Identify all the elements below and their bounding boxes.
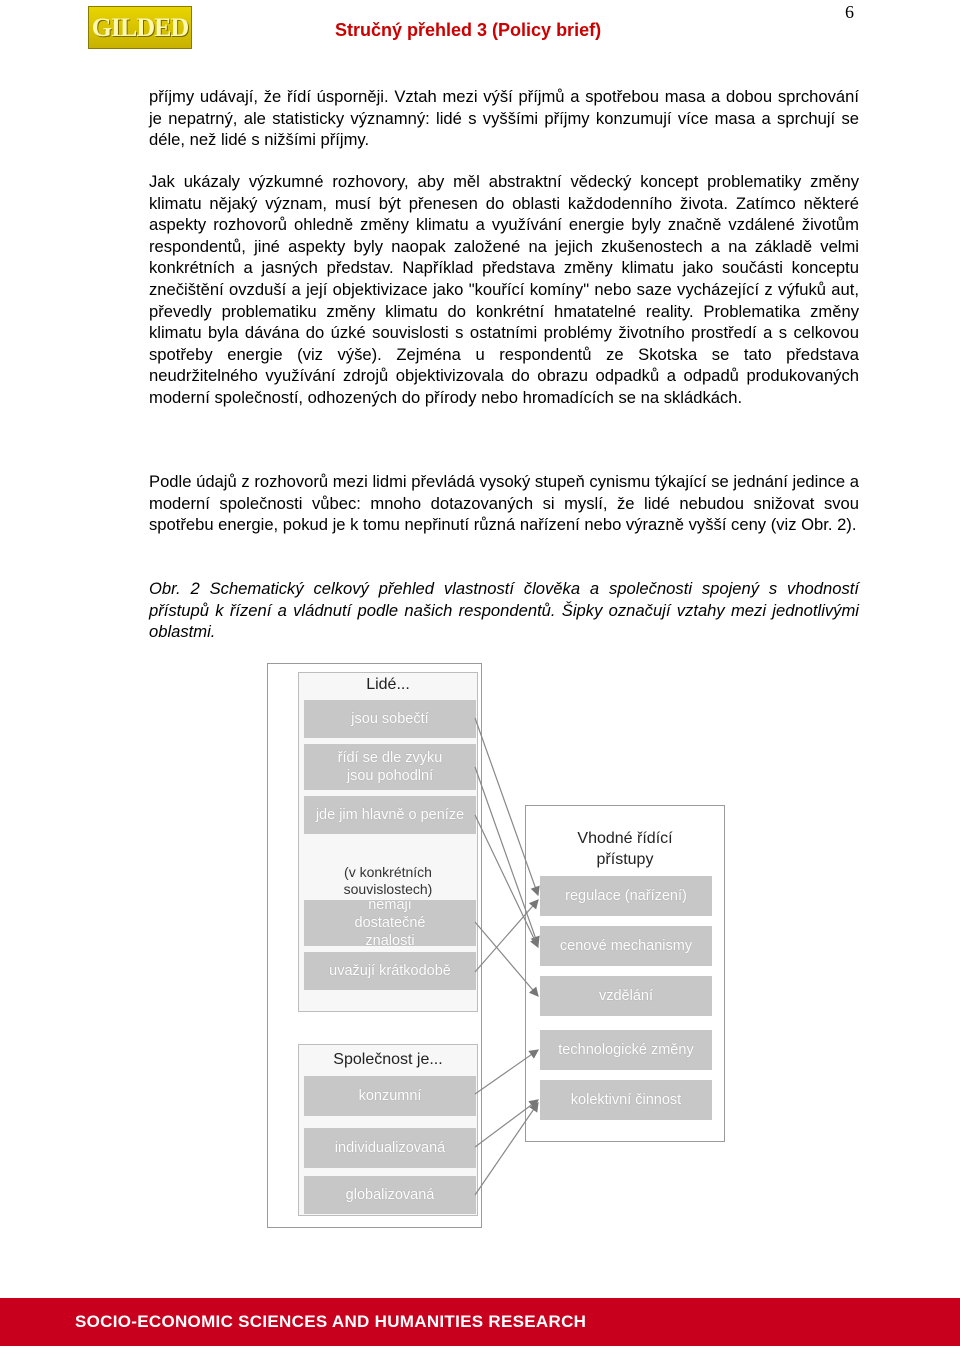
people-item-shortterm: uvažují krátkodobě	[304, 952, 476, 990]
society-item-consumer: konzumní	[304, 1076, 476, 1116]
figure-caption: Obr. 2 Schematický celkový přehled vlastností člověka a společnosti spojený s vhodností přístupů k řízení a vládnutí podle našich respondentů. Šipky označují vztahy mezi jednotlivými oblastmi.	[149, 579, 859, 642]
people-item-selfish: jsou sobečtí	[304, 700, 476, 738]
gilded-logo: GILDED	[88, 6, 192, 49]
approach-pricing: cenové mechanismy	[540, 926, 712, 966]
footer-banner	[0, 1298, 960, 1346]
approach-technology: technologické změny	[540, 1030, 712, 1070]
people-title: Lidé...	[366, 676, 410, 693]
diagram-left-panel	[267, 663, 482, 1228]
header-title: Stručný přehled 3 (Policy brief)	[335, 20, 602, 40]
approaches-title: Vhodné řídící přístupy	[577, 830, 673, 868]
society-item-individualized: individualizovaná	[304, 1128, 476, 1168]
paragraph-3: Podle údajů z rozhovorů mezi lidmi převládá vysoký stupeň cynismu týkající se jednání jedince a moderní společnosti vůbec: mnoho dotazovaných si myslí, že lidé nebudou snižovat svou spotřebu energie, pokud je k tomu nepřinutí různá nařízení nebo výrazně vyšší ceny (viz Obr. 2).	[149, 472, 859, 535]
people-item-money: jde jim hlavně o peníze	[304, 796, 476, 834]
people-item-knowledge: nemají dostatečné znalosti	[304, 900, 476, 946]
approach-collective: kolektivní činnost	[540, 1080, 712, 1120]
society-title: Společnost je...	[333, 1051, 443, 1068]
page-number: 6	[845, 2, 854, 22]
paragraph-1: příjmy udávají, že řídí úsporněji. Vztah mezi výší příjmů a spotřebou masa a dobou sprchování je nepatrný, ale statisticky významný: lidé s vyššími příjmy konzumují více masa a sprchují se déle, než lidé s nižšími příjmy.	[149, 87, 859, 150]
footer-text: SOCIO-ECONOMIC SCIENCES AND HUMANITIES RESEARCH	[75, 1312, 587, 1331]
diagram-right-panel	[525, 805, 725, 1142]
people-note: (v konkrétních souvislostech)	[343, 864, 433, 897]
approach-regulation: regulace (nařízení)	[540, 876, 712, 916]
paragraph-2: Jak ukázaly výzkumné rozhovory, aby měl abstraktní vědecký koncept problematiky změny klimatu nějaký význam, musí být přenesen do oblasti každodenního života. Zatímco některé aspekty rozhovorů ohledně změny klimatu a využívání energie byly značně vzdálené životům respondentů, jiné aspekty byly naopak založené na jejich zkušenostech a na základě velmi konkrétních a jasných představ. Například představa změny klimatu jako součásti konceptu znečištění ovzduší a její objektivizace jako "kouřící komíny" nebo saze vycházející z výfuků aut, převedly problematiku změny klimatu do konkrétní hmatatelné reality. Problematika změny klimatu byla dávána do úzké souvislosti s ostatními problémy životního prostředí a s celkovou spotřeby energie (viz výše). Zejména u respondentů ze Skotska se tato představa neudržitelného využívání zdrojů objektivizovala do obrazu odpadků a odpadů produkovaných moderní společností, odhozených do přírody nebo hromadících se na skládkách.	[149, 172, 859, 407]
approach-education: vzdělání	[540, 976, 712, 1016]
people-item-habit: řídí se dle zvyku jsou pohodlní	[304, 744, 476, 790]
society-item-globalized: globalizovaná	[304, 1176, 476, 1214]
